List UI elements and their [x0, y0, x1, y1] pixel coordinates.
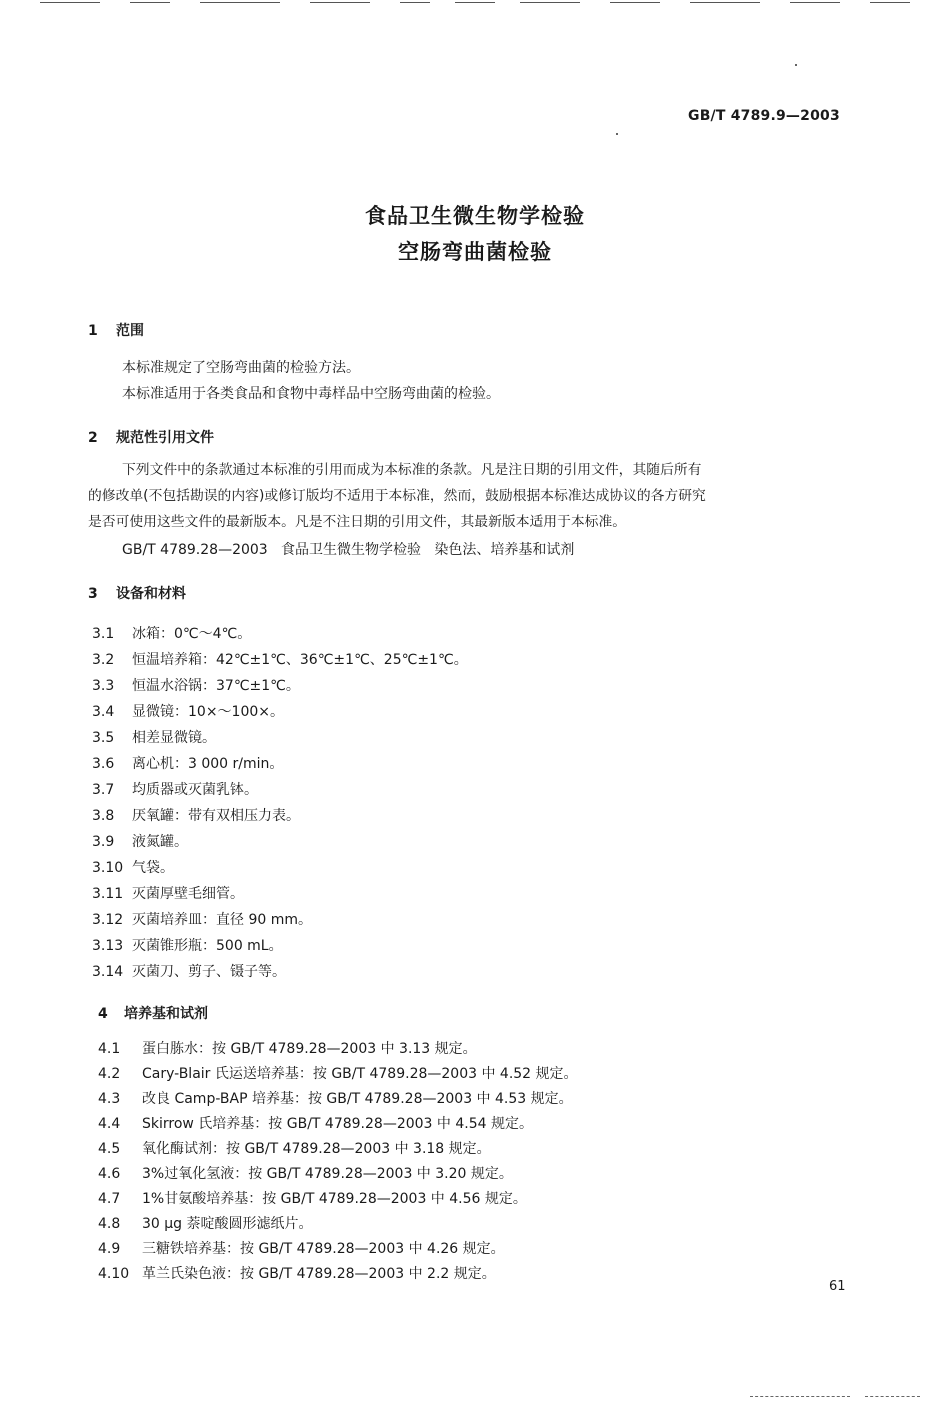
section-2-paragraph-line: 是否可使用这些文件的最新版本。凡是不注日期的引用文件，其最新版本适用于本标准。 — [88, 514, 627, 530]
list-item: 4.5 氧化酶试剂：按 GB/T 4789.28—2003 中 3.18 规定。 — [98, 1141, 491, 1157]
list-item: 4.1 蛋白胨水：按 GB/T 4789.28—2003 中 3.13 规定。 — [98, 1041, 477, 1057]
list-item: 4.8 30 μg 萘啶酸圆形滤纸片。 — [98, 1216, 313, 1232]
normative-reference: GB/T 4789.28—2003 食品卫生微生物学检验 染色法、培养基和试剂 — [122, 542, 575, 558]
list-item: 4.9 三糖铁培养基：按 GB/T 4789.28—2003 中 4.26 规定。 — [98, 1241, 505, 1257]
section-2-number: 2 — [88, 430, 98, 446]
section-1-title: 范围 — [116, 323, 144, 339]
list-item: 4.2 Cary-Blair 氏运送培养基：按 GB/T 4789.28—2003 中 4.52 规定。 — [98, 1066, 578, 1082]
list-item: 3.4 显微镜：10×～100×。 — [92, 704, 284, 720]
list-item: 3.9 液氮罐。 — [92, 834, 188, 850]
standard-code: GB/T 4789.9—2003 — [688, 108, 840, 124]
section-2-paragraph-line: 的修改单(不包括勘误的内容)或修订版均不适用于本标准，然而，鼓励根据本标准达成协议的各方研究 — [88, 488, 706, 504]
list-item: 4.4 Skirrow 氏培养基：按 GB/T 4789.28—2003 中 4.54 规定。 — [98, 1116, 533, 1132]
section-4-title: 培养基和试剂 — [124, 1006, 208, 1022]
section-1-heading — [88, 320, 144, 340]
section-4-heading — [98, 1003, 208, 1023]
list-item: 3.8 厌氧罐：带有双相压力表。 — [92, 808, 300, 824]
list-item: 4.6 3%过氧化氢液：按 GB/T 4789.28—2003 中 3.20 规定。 — [98, 1166, 513, 1182]
list-item: 3.11 灭菌厚壁毛细管。 — [92, 886, 244, 902]
list-item: 3.14 灭菌刀、剪子、镊子等。 — [92, 964, 286, 980]
document-subtitle: 空肠弯曲菌检验 — [398, 240, 552, 264]
list-item: 3.5 相差显微镜。 — [92, 730, 216, 746]
section-2-paragraph-line: 下列文件中的条款通过本标准的引用而成为本标准的条款。凡是注日期的引用文件，其随后所有 — [122, 462, 702, 478]
list-item: 3.2 恒温培养箱：42℃±1℃、36℃±1℃、25℃±1℃。 — [92, 652, 468, 668]
section-1-paragraph: 本标准规定了空肠弯曲菌的检验方法。 — [122, 360, 360, 376]
section-2-heading — [88, 427, 214, 447]
list-item: 3.13 灭菌锥形瓶：500 mL。 — [92, 938, 283, 954]
list-item: 4.7 1%甘氨酸培养基：按 GB/T 4789.28—2003 中 4.56 规定。 — [98, 1191, 527, 1207]
section-2-title: 规范性引用文件 — [116, 430, 214, 446]
list-item: 3.1 冰箱：0℃～4℃。 — [92, 626, 252, 642]
document-title: 食品卫生微生物学检验 — [365, 204, 585, 228]
section-3-heading — [88, 583, 186, 603]
list-item: 3.12 灭菌培养皿：直径 90 mm。 — [92, 912, 312, 928]
list-item: 4.3 改良 Camp-BAP 培养基：按 GB/T 4789.28—2003 中 4.53 规定。 — [98, 1091, 573, 1107]
section-1-number: 1 — [88, 323, 98, 339]
list-item: 3.7 均质器或灭菌乳钵。 — [92, 782, 258, 798]
page-number: 61 — [829, 1279, 846, 1294]
section-3-title: 设备和材料 — [116, 586, 186, 602]
list-item: 3.3 恒温水浴锅：37℃±1℃。 — [92, 678, 300, 694]
list-item: 3.10 气袋。 — [92, 860, 174, 876]
section-4-number: 4 — [98, 1006, 108, 1022]
list-item: 4.10 革兰氏染色液：按 GB/T 4789.28—2003 中 2.2 规定。 — [98, 1266, 496, 1282]
section-1-paragraph: 本标准适用于各类食品和食物中毒样品中空肠弯曲菌的检验。 — [122, 386, 500, 402]
section-3-number: 3 — [88, 586, 98, 602]
list-item: 3.6 离心机：3 000 r/min。 — [92, 756, 284, 772]
